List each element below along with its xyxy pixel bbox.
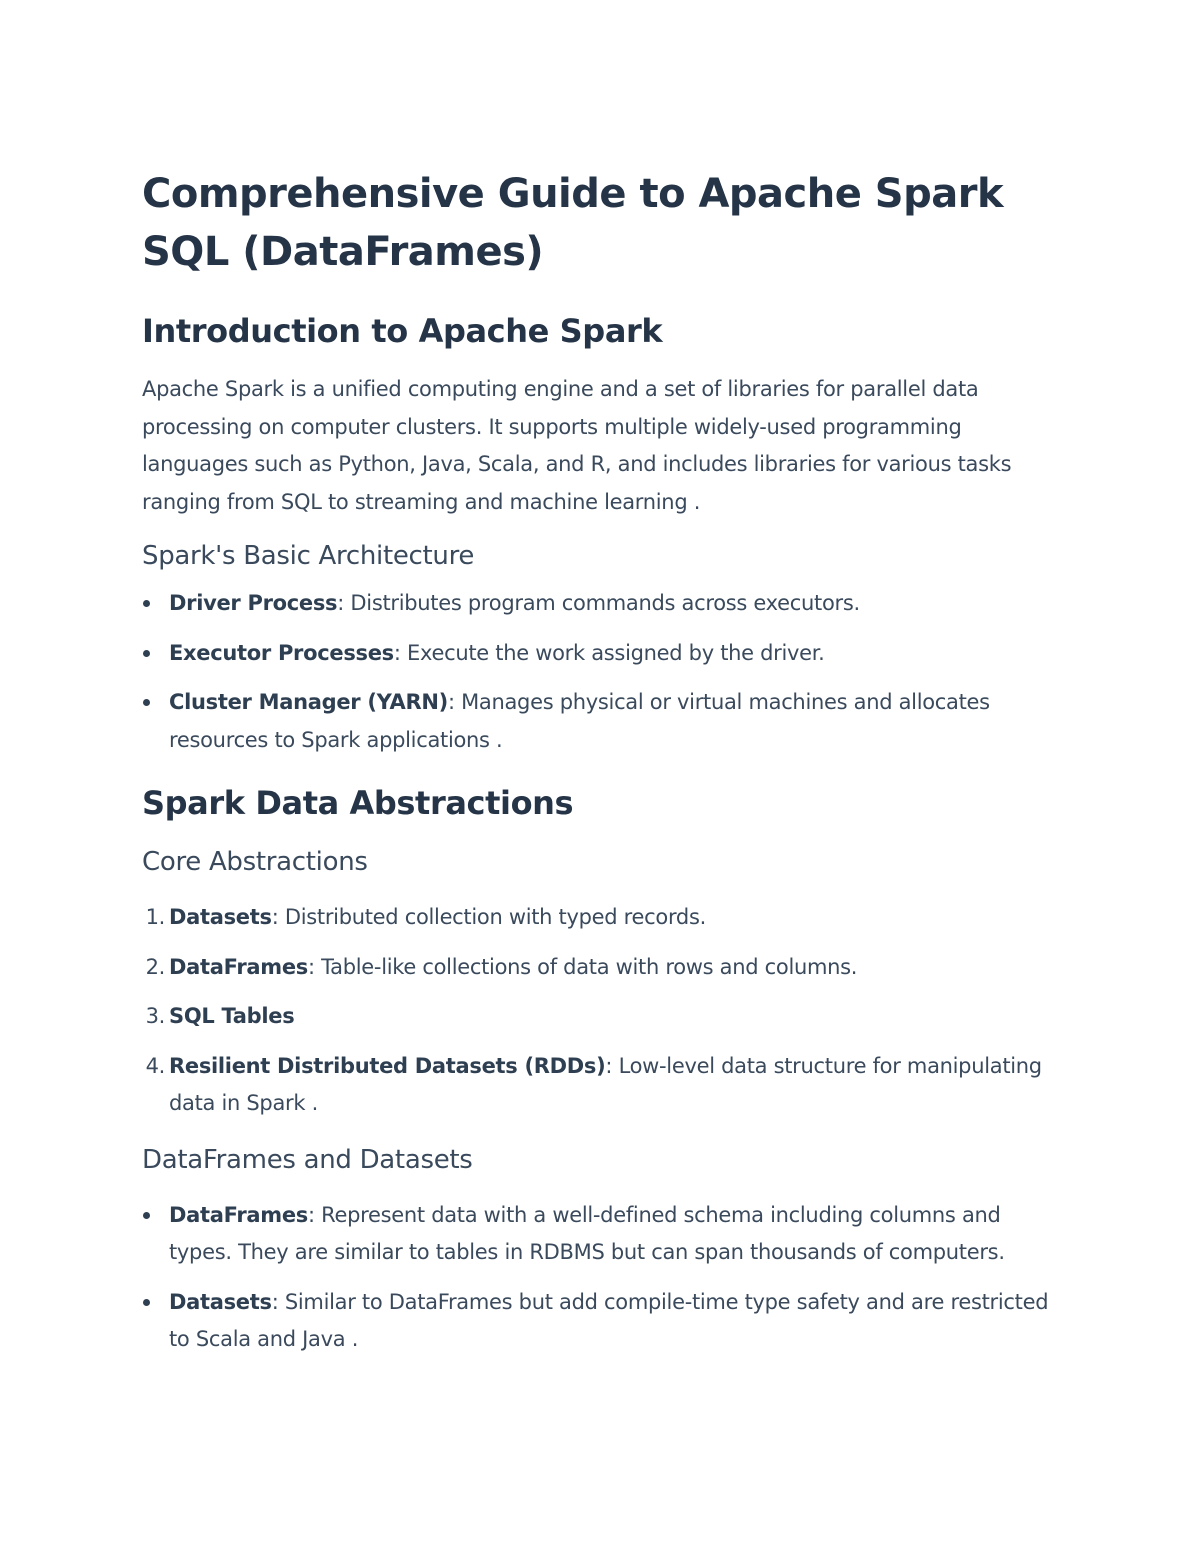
- core-abstractions-heading: Core Abstractions: [142, 847, 368, 877]
- intro-heading: Introduction to Apache Spark: [142, 312, 663, 350]
- bullet-icon: [143, 1299, 150, 1306]
- list-item: [142, 949, 1067, 987]
- abstractions-heading: Spark Data Abstractions: [142, 784, 574, 822]
- list-item: [142, 1284, 1067, 1359]
- document-page: [142, 165, 1067, 1371]
- bullet-icon: [143, 600, 150, 607]
- intro-section: [142, 311, 1067, 759]
- list-number: 3.: [145, 1004, 165, 1028]
- list-item-term: Datasets: [169, 905, 272, 929]
- list-item-desc: : Execute the work assigned by the driver.: [393, 640, 825, 665]
- core-abstractions-list: [142, 899, 1067, 1123]
- list-item-term: SQL Tables: [169, 1004, 295, 1028]
- list-item: [142, 1197, 1067, 1272]
- dataframes-datasets-heading: DataFrames and Datasets: [142, 1144, 473, 1175]
- list-item-term: Executor Processes: [169, 640, 394, 665]
- list-item: [142, 684, 1067, 759]
- list-item-desc: : Represent data with a well-defined schema including columns and types. They are similar to tables in RDBMS but can span thousands of computers.: [169, 1202, 1005, 1264]
- list-number: 1.: [145, 905, 165, 929]
- list-item-desc: : Manages physical or virtual machines and allocates resources to Spark applications .: [169, 690, 990, 752]
- page-title: Comprehensive Guide to Apache Spark SQL (DataFrames): [142, 171, 1004, 275]
- list-number: 4.: [145, 1053, 165, 1078]
- list-item: [142, 899, 1067, 937]
- list-item-term: Cluster Manager (YARN): [169, 690, 448, 714]
- list-item-desc: : Low-level data structure for manipulating data in Spark .: [169, 1053, 1042, 1115]
- intro-paragraph: Apache Spark is a unified computing engine and a set of libraries for parallel data processing on computer clusters. It supports multiple widely-used programming languages such as Python, Java, Scala, and R, and includes libraries for various tasks ranging from SQL to streaming and machine learning .: [142, 377, 1012, 514]
- architecture-list: [142, 585, 1067, 759]
- dataframes-datasets-list: [142, 1197, 1067, 1359]
- list-item-term: Datasets: [169, 1289, 272, 1314]
- list-number: 2.: [145, 954, 165, 979]
- bullet-icon: [143, 650, 150, 657]
- list-item-desc: : Table-like collections of data with rows and columns.: [307, 954, 858, 979]
- bullet-icon: [143, 1212, 150, 1219]
- architecture-heading: Spark's Basic Architecture: [142, 541, 475, 571]
- list-item-desc: : Similar to DataFrames but add compile-time type safety and are restricted to Scala and Java .: [169, 1289, 1049, 1351]
- list-item-term: Resilient Distributed Datasets (RDDs): [169, 1053, 606, 1078]
- list-item: [142, 998, 1067, 1036]
- list-item: [142, 635, 1067, 673]
- list-item-desc: : Distributes program commands across executors.: [337, 591, 860, 615]
- list-item: [142, 585, 1067, 623]
- list-item-term: Driver Process: [169, 591, 338, 615]
- list-item-desc: : Distributed collection with typed records.: [271, 905, 706, 929]
- list-item-term: DataFrames: [169, 1202, 308, 1227]
- list-item: [142, 1048, 1067, 1123]
- bullet-icon: [143, 699, 150, 706]
- abstractions-section: [142, 783, 1067, 1359]
- list-item-term: DataFrames: [169, 954, 308, 979]
